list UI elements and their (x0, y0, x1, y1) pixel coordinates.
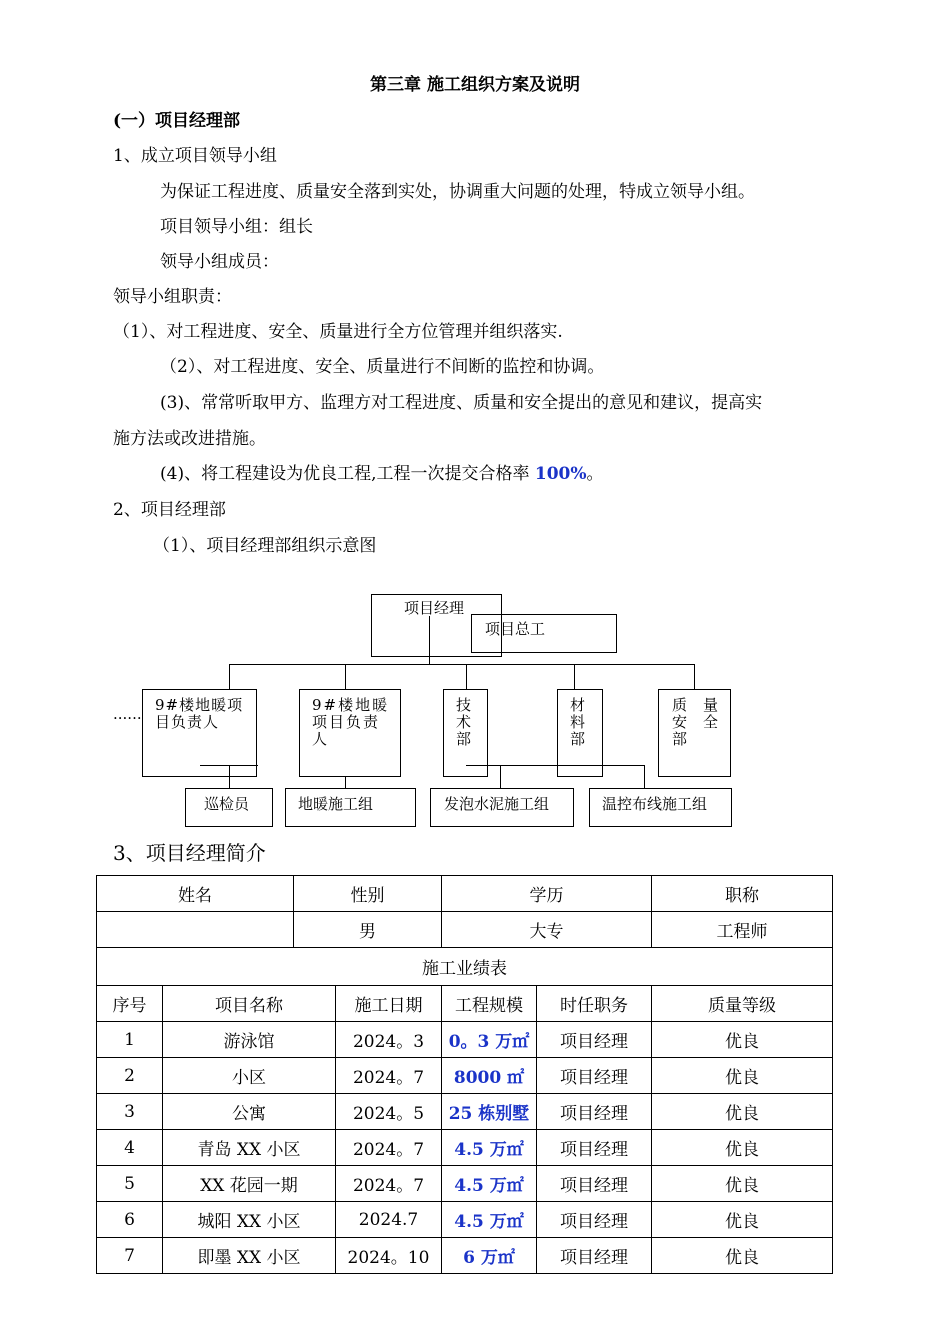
chief-engineer-label: 项目总工 (485, 620, 546, 638)
project-scale-cell: 0。3 万㎡ (442, 1022, 537, 1058)
table-cell: 2024。10 (336, 1238, 442, 1274)
table-cell: 6 (97, 1202, 163, 1238)
duty-item: （2）、对工程进度、安全、质量进行不间断的监控和协调。 (160, 357, 605, 377)
connector (229, 664, 230, 689)
table-cell: 大专 (442, 912, 652, 948)
dept-box (658, 689, 731, 777)
team-label: 巡检员 (204, 795, 250, 813)
manager-profile-table (96, 875, 833, 1274)
dept-label: 质 (672, 696, 688, 714)
project-scale-cell: 6 万㎡ (442, 1238, 537, 1274)
table-header-cell: 工程规模 (442, 986, 537, 1022)
table-cell: 优良 (652, 1094, 833, 1130)
table-row (97, 986, 833, 1022)
table-cell: 优良 (652, 1058, 833, 1094)
table-row (97, 1238, 833, 1274)
table-cell: 青岛 XX 小区 (163, 1130, 336, 1166)
duty-item: （1）、对工程进度、安全、质量进行全方位管理并组织落实. (113, 322, 563, 342)
pass-rate: 100% (534, 464, 587, 484)
manager-label: 项目经理 (404, 599, 465, 617)
table-cell: 项目经理 (537, 1058, 652, 1094)
table-header-cell: 项目名称 (163, 986, 336, 1022)
table-cell: 5 (97, 1166, 163, 1202)
connector (466, 664, 467, 689)
dept-label: 量 (703, 696, 719, 714)
connector (500, 765, 501, 788)
table-cell: 2024。3 (336, 1022, 442, 1058)
table-cell: 优良 (652, 1130, 833, 1166)
table-cell: 7 (97, 1238, 163, 1274)
table-row (97, 1094, 833, 1130)
table-row (97, 1202, 833, 1238)
table-header-cell: 质量等级 (652, 986, 833, 1022)
table-cell: 1 (97, 1022, 163, 1058)
duty-item-cont: 施方法或改进措施。 (113, 429, 266, 449)
table-header-cell: 序号 (97, 986, 163, 1022)
table-header-cell: 姓名 (97, 876, 294, 912)
project-scale-cell: 25 栋别墅 (442, 1094, 537, 1130)
project-scale-cell: 4.5 万㎡ (442, 1130, 537, 1166)
item-heading-2: 2、项目经理部 (113, 500, 226, 520)
duty-end: 。 (586, 464, 604, 484)
connector (466, 765, 645, 766)
paragraph: 为保证工程进度、质量安全落到实处，协调重大问题的处理，特成立领导小组。 (160, 182, 755, 202)
duty-item: (3)、常常听取甲方、监理方对工程进度、质量和安全提出的意见和建议，提高实 (160, 393, 763, 413)
table-cell: 城阳 XX 小区 (163, 1202, 336, 1238)
project-scale-cell: 4.5 万㎡ (442, 1202, 537, 1238)
connector (694, 664, 695, 689)
table-row (97, 912, 833, 948)
project-scale-cell: 4.5 万㎡ (442, 1166, 537, 1202)
item-heading-3: 3、项目经理简介 (113, 841, 266, 865)
table-header-cell: 学历 (442, 876, 652, 912)
dept-label: 全 (703, 713, 719, 731)
table-cell: 2024.7 (336, 1202, 442, 1238)
connector (345, 777, 346, 788)
dept-label: 9#楼地暖项目负责人 (155, 696, 244, 731)
table-cell: XX 花园一期 (163, 1166, 336, 1202)
connector (229, 664, 695, 665)
table-cell: 2024。5 (336, 1094, 442, 1130)
project-scale-cell: 8000 ㎡ (442, 1058, 537, 1094)
table-cell: 公寓 (163, 1094, 336, 1130)
table-cell: 小区 (163, 1058, 336, 1094)
table-cell: 4 (97, 1130, 163, 1166)
table-cell: 优良 (652, 1202, 833, 1238)
table-cell: 2024。7 (336, 1166, 442, 1202)
table-row (97, 948, 833, 986)
section-heading: (一）项目经理部 (113, 111, 241, 131)
table-header-cell: 性别 (294, 876, 442, 912)
dept-label: 9#楼地暖项目负责人 (312, 696, 390, 748)
table-cell: 项目经理 (537, 1166, 652, 1202)
paragraph: 领导小组成员： (160, 252, 279, 272)
team-label: 温控布线施工组 (602, 795, 708, 813)
performance-rows (97, 1022, 833, 1274)
paragraph: 领导小组职责： (113, 287, 232, 307)
table-row (97, 1166, 833, 1202)
table-row (97, 1058, 833, 1094)
connector (345, 664, 346, 689)
team-label: 发泡水泥施工组 (444, 795, 550, 813)
dept-label: 部 (672, 730, 688, 748)
connector (429, 616, 430, 664)
table-cell: 2024。7 (336, 1058, 442, 1094)
table-row (97, 1022, 833, 1058)
table-row (97, 876, 833, 912)
table-cell (97, 912, 294, 948)
page-title: 第三章 施工组织方案及说明 (370, 75, 580, 95)
table-cell: 工程师 (652, 912, 833, 948)
dept-label: 安 (672, 713, 688, 731)
table-header-cell: 施工日期 (336, 986, 442, 1022)
duty-item (160, 463, 604, 485)
table-cell: 优良 (652, 1166, 833, 1202)
duty-text: (4)、将工程建设为优良工程,工程一次提交合格率 (160, 464, 535, 484)
org-chart-caption: （1）、项目经理部组织示意图 (153, 536, 377, 556)
table-cell: 项目经理 (537, 1202, 652, 1238)
dept-label: 材料部 (570, 696, 586, 748)
item-heading-1: 1、成立项目领导小组 (113, 146, 277, 166)
paragraph: 项目领导小组：组长 (160, 217, 313, 237)
table-cell: 即墨 XX 小区 (163, 1238, 336, 1274)
dept-label: 技术部 (456, 696, 472, 748)
connector (574, 664, 575, 689)
connector (644, 765, 645, 788)
table-cell: 游泳馆 (163, 1022, 336, 1058)
table-cell: 3 (97, 1094, 163, 1130)
table-row (97, 1130, 833, 1166)
table-cell: 优良 (652, 1022, 833, 1058)
table-cell: 项目经理 (537, 1022, 652, 1058)
table-cell: 项目经理 (537, 1238, 652, 1274)
table-cell: 2024。7 (336, 1130, 442, 1166)
team-label: 地暖施工组 (298, 795, 374, 813)
ellipsis: ...... (113, 705, 142, 723)
table-header-cell: 时任职务 (537, 986, 652, 1022)
table-cell: 项目经理 (537, 1094, 652, 1130)
connector (229, 765, 230, 788)
performance-table-title: 施工业绩表 (97, 948, 833, 986)
table-cell: 优良 (652, 1238, 833, 1274)
table-cell: 男 (294, 912, 442, 948)
table-header-cell: 职称 (652, 876, 833, 912)
table-cell: 2 (97, 1058, 163, 1094)
table-cell: 项目经理 (537, 1130, 652, 1166)
